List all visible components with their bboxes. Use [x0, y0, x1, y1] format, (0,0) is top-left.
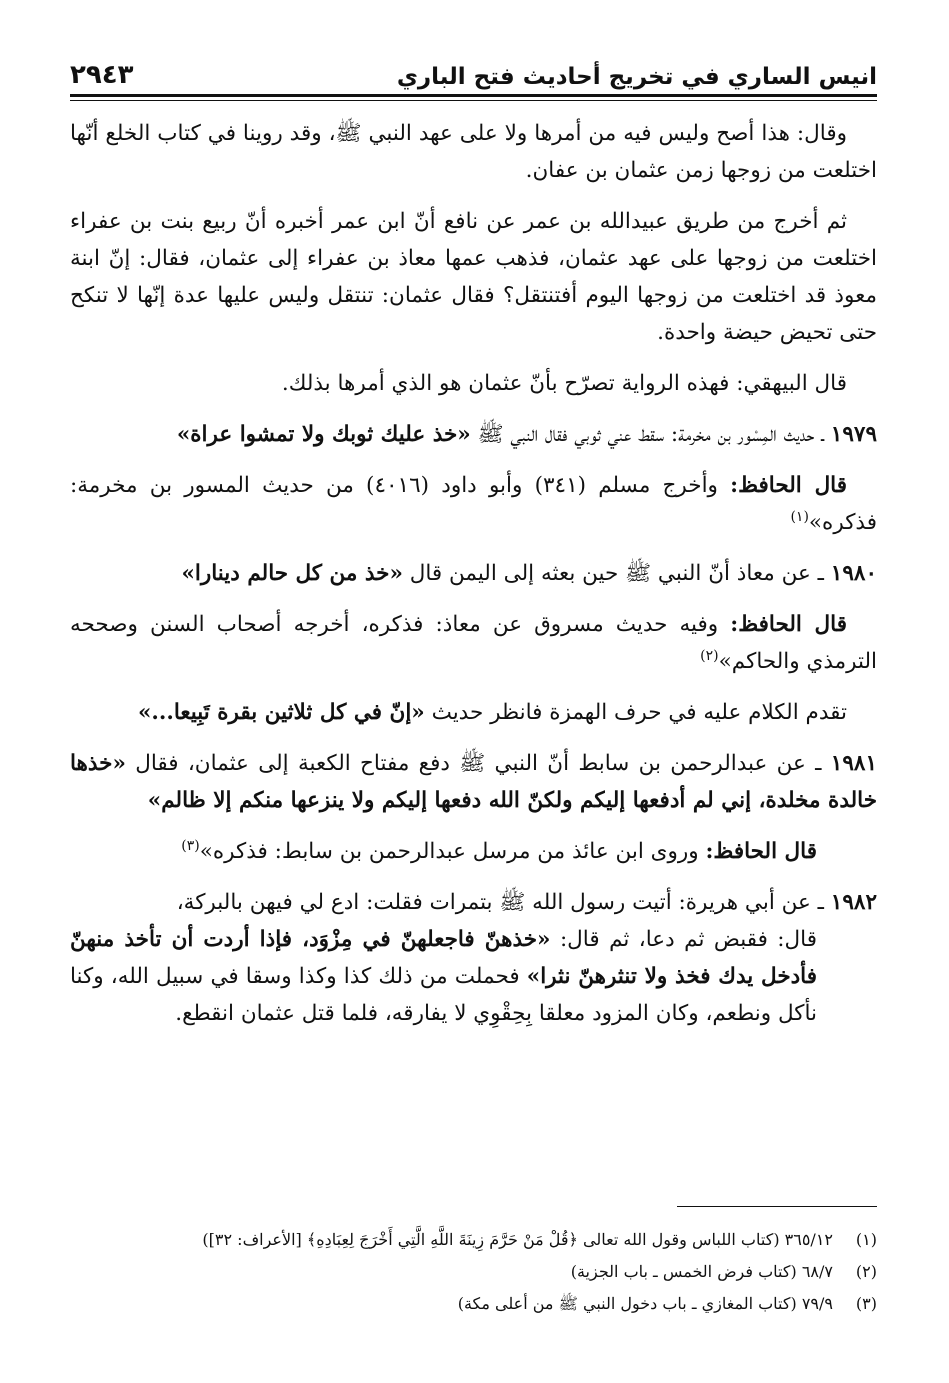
- footnote-number: (٣): [855, 1294, 877, 1313]
- note-quote: «إنّ في كل ثلاثين بقرة تَبِيعا...»: [137, 700, 425, 725]
- footnote-text: ٣٦٥/١٢ (كتاب اللباس وقول الله تعالى ﴿قُلْ مَنْ حَرَّمَ زِينَةَ اللَّهِ الَّتِي أَخْرَجَ لِعِبَادِهِ﴾ [الأعراف: ٣٢]): [202, 1230, 833, 1249]
- hadith-number: ١٩٨٠: [830, 561, 877, 586]
- hadith-1980: [70, 555, 877, 592]
- hadith-1981: [70, 745, 877, 819]
- hadith-text: ـ حديث المِسْور بن مخرمة: سقط عني ثوبي فقال النبي ﷺ: [470, 422, 831, 447]
- footnote-text: ٦٨/٧ (كتاب فرض الخمس ـ باب الجزية): [570, 1262, 833, 1281]
- hadith-text: قال: فقبض ثم دعا، ثم قال:: [550, 927, 817, 952]
- hafiz-label: قال الحافظ:: [730, 473, 848, 498]
- hadith-1982: [70, 884, 877, 1032]
- running-header: [70, 48, 877, 90]
- hadith-number: ١٩٧٩: [830, 422, 877, 447]
- hafiz-label: قال الحافظ:: [730, 612, 848, 637]
- footnote-ref: (٣): [181, 837, 200, 854]
- footnotes: [70, 1224, 877, 1320]
- cross-reference-note: [70, 694, 877, 731]
- hadith-quote: «خذها خالدة مخلدة، إني لم أدفعها إليكم ولكنّ الله دفعها إليكم ولا ينزعها منكم إلا ظالم»: [70, 751, 877, 813]
- hafiz-text: وفيه حديث مسروق عن معاذ: فذكره، أخرجه أصحاب السنن وصححه الترمذي والحاكم»: [70, 612, 877, 674]
- hadith-quote: «خذهنّ فاجعلهنّ في مِزْوَد، فإذا أردت أن تأخذ منهنّ فأدخل يدك فخذ ولا تنثرهنّ نثرا»: [70, 927, 818, 989]
- hafiz-text: وأخرج مسلم (٣٤١) وأبو داود (٤٠١٦) من حديث المسور بن مخرمة: فذكره»: [70, 473, 877, 535]
- hafiz-label: قال الحافظ:: [705, 839, 817, 864]
- paragraph-1: وقال: هذا أصح وليس فيه من أمرها ولا على عهد النبي ﷺ، وقد روينا في كتاب الخلع أنّها اختلعت من زوجها زمن عثمان بن عفان.: [70, 121, 877, 183]
- hafiz-text: وروى ابن عائذ من مرسل عبدالرحمن بن سابط: فذكره»: [199, 839, 706, 864]
- hafiz-comment-1980: [70, 606, 877, 680]
- footnote-rule: [677, 1206, 877, 1207]
- running-title: انيس الساري في تخريج أحاديث فتح الباري: [396, 64, 877, 90]
- hadith-number: ١٩٨١: [830, 751, 877, 776]
- footnote-1: [70, 1224, 877, 1256]
- hadith-text: فحملت من ذلك كذا وكذا وسقا في سبيل الله، وكنا نأكل ونطعم، وكان المزود معلقا بِحِقْوِي لا يفارقه، فلما قتل عثمان انقطع.: [70, 964, 817, 1026]
- hadith-1979: [70, 416, 877, 453]
- hadith-quote: «خذ عليك ثوبك ولا تمشوا عراة»: [176, 422, 471, 447]
- footnote-3: [70, 1288, 877, 1320]
- hadith-text: ـ عن أبي هريرة: أتيت رسول الله ﷺ بتمرات فقلت: ادع لي فيهن بالبركة،: [176, 890, 831, 915]
- footnote-number: (٢): [855, 1262, 877, 1281]
- hadith-text: ـ عن عبدالرحمن بن سابط أنّ النبي ﷺ دفع مفتاح الكعبة إلى عثمان، فقال: [125, 751, 831, 776]
- hadith-text: ـ عن معاذ أنّ النبي ﷺ حين بعثه إلى اليمن قال: [402, 561, 831, 586]
- note-text: تقدم الكلام عليه في حرف الهمزة فانظر حديث: [424, 700, 847, 725]
- footnote-2: [70, 1256, 877, 1288]
- paragraph-3: قال البيهقي: فهذه الرواية تصرّح بأنّ عثمان هو الذي أمرها بذلك.: [281, 371, 847, 396]
- footnote-ref: (١): [790, 508, 809, 525]
- hadith-continuation: [70, 921, 877, 1032]
- page-body: [70, 115, 877, 1032]
- hafiz-comment-1981: [70, 833, 877, 870]
- paragraph-2: ثم أخرج من طريق عبيدالله بن عمر عن نافع أنّ ابن عمر أخبره أنّ ربيع بنت بن عفراء اختلعت من زوجها على عهد عثمان، فذهب عمها معاذ بن عفراء إلى عثمان، فقال: إنّ ابنة معوذ قد اختلعت من زوجها اليوم أفتنتقل؟ فقال عثمان: تنتقل وليس عليها عدة إنّها لا تنكح حتى تحيض حيضة واحدة.: [70, 209, 877, 345]
- page-number: ٢٩٤٣: [70, 60, 134, 90]
- hadith-quote: «خذ من كل حالم دينارا»: [181, 561, 403, 586]
- hadith-number: ١٩٨٢: [830, 890, 877, 915]
- header-rule: [70, 94, 877, 101]
- footnote-number: (١): [855, 1230, 877, 1249]
- footnote-text: ٧٩/٩ (كتاب المغازي ـ باب دخول النبي ﷺ من أعلى مكة): [457, 1294, 833, 1313]
- footnote-ref: (٢): [700, 647, 719, 664]
- hafiz-comment-1979: [70, 467, 877, 541]
